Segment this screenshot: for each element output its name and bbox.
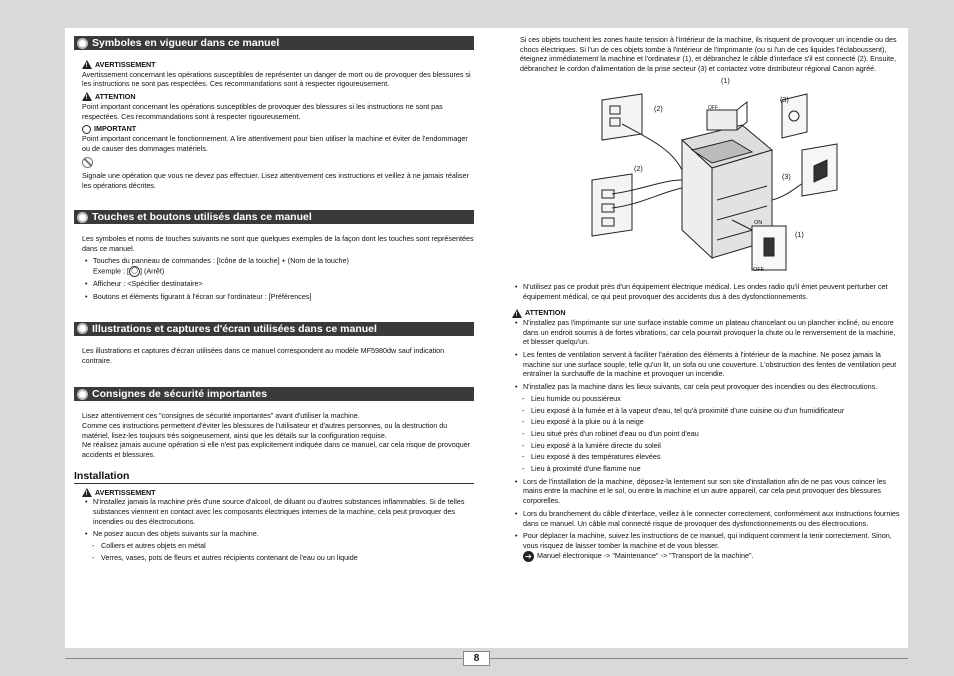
- section-title: Illustrations et captures d'écran utilisées dans ce manuel: [92, 322, 377, 335]
- list-item: - Lieu exposé à la pluie ou à la neige: [512, 417, 902, 427]
- attention-label: [512, 308, 902, 318]
- left-column: [74, 36, 474, 563]
- list-item: - Lieu à proximité d'une flamme nue: [512, 464, 902, 474]
- important-icon: [82, 125, 91, 134]
- caution-triangle-icon: [82, 92, 92, 101]
- list-item: • N'utilisez pas ce produit près d'un équipement électrique médical. Les ondes radio qu'il émet peuvent perturber cet équipement médical, ce qui peut provoquer des accidents dus à des dysfonctionnements.: [512, 282, 902, 301]
- list-item: • Boutons et éléments figurant à l'écran sur l'ordinateur : [Préférences]: [82, 292, 474, 302]
- list-item: - Lieu exposé à la lumière directe du soleil: [512, 441, 902, 451]
- right-column: [512, 35, 902, 562]
- warning-triangle-icon: [82, 488, 92, 497]
- section-header-safety: [74, 387, 474, 401]
- callout-3: (3): [782, 171, 791, 181]
- section-bullet-icon: [77, 389, 88, 400]
- list-item: [512, 531, 902, 561]
- attention-label-text: ATTENTION: [525, 308, 566, 318]
- list-item: - Lieu humide ou poussiéreux: [512, 394, 902, 404]
- section-title: Symboles en vigueur dans ce manuel: [92, 37, 280, 49]
- section-bullet-icon: [77, 212, 88, 223]
- list-item: • Les fentes de ventilation servent à faciliter l'aération des éléments à l'intérieur de la machine. Ne posez jamais la machine sur une surface souple, telle qu'un lit, un sofa ou une couverture. L'obstruction des fentes de ventilation peut entraîner la surchauffe de la machine et provoquer un incendie.: [512, 350, 902, 379]
- list-item: [82, 256, 474, 277]
- callout-1: (1): [795, 229, 804, 239]
- list-item-text: Touches du panneau de commandes : [Icône de la touche] + (Nom de la touche): [93, 255, 349, 265]
- list-item: - Colliers et autres objets en métal: [82, 541, 474, 551]
- page-number: 8: [463, 651, 490, 666]
- section-header-keys: [74, 210, 474, 224]
- list-item: - Lieu exposé à des températures élevées: [512, 452, 902, 462]
- manual-page: [65, 28, 908, 664]
- callout-2: (2): [654, 103, 663, 113]
- caution-triangle-icon: [512, 309, 522, 318]
- attention-label-text: ATTENTION: [95, 92, 136, 102]
- list-item: - Lieu exposé à la fumée et à la vapeur d'eau, tel qu'à proximité d'une cuisine ou d'un humidificateur: [512, 406, 902, 416]
- section-header-illustrations: [74, 322, 474, 336]
- stop-key-icon: ◯: [129, 266, 140, 277]
- manual-reference-link[interactable]: [523, 551, 754, 562]
- hazard-paragraph: Si ces objets touchent les zones haute tension à l'intérieur de la machine, ils risquent de provoquer un incendie ou des chocs électriques. Si l'un de ces objets tombe à l'intérieur de l'imprimante (ou si l'un de ces liquides l'éclaboussent), éteignez immédiatement la machine et l'ordinateur (1), et débranchez le câble d'interface s'il est connecté (2). Ensuite, débranchez le cordon d'alimentation de la prise secteur (3) et contactez votre distributeur régional Canon agréé.: [520, 35, 897, 74]
- section-header-symbols: [74, 36, 474, 50]
- prohibited-icon: [82, 157, 93, 168]
- list-item: • Lors de l'installation de la machine, déposez-la lentement sur son site d'installation afin de ne pas vous coincer les mains entre la machine et le sol, ou entre la machine et un autre appareil, car cela peut provoquer des blessures corporelles.: [512, 477, 902, 506]
- reference-text: Manuel électronique -> "Maintenance" -> "Transport de la machine".: [537, 551, 754, 561]
- warning-label-text: AVERTISSEMENT: [95, 60, 156, 69]
- section-bullet-icon: [77, 38, 88, 49]
- list-item: - Lieu situé près d'un robinet d'eau ou d'un point d'eau: [512, 429, 902, 439]
- warning-label-text: AVERTISSEMENT: [95, 487, 156, 497]
- warning-description: Avertissement concernant les opérations susceptibles de représenter un danger de mort ou de provoquer des blessures si les instructions ne sont pas respectées. Ces recommandations sont à respecter rigoureusement.: [82, 69, 471, 89]
- example-suffix: ] (Arrêt): [139, 265, 165, 275]
- section-bullet-icon: [77, 323, 88, 334]
- unplug-illustration: [582, 75, 892, 276]
- places-list: [512, 394, 902, 474]
- switch-off-label: OFF: [708, 104, 718, 111]
- important-label: [82, 124, 474, 134]
- important-description: Point important concernant le fonctionnement. A lire attentivement pour bien utiliser la machine et éviter de l'endommager ou de causer des dommages matériels.: [82, 133, 468, 153]
- callout-1: (1): [721, 75, 730, 85]
- switch-off-label: OFF: [753, 266, 764, 273]
- list-item: • N'installez pas la machine dans les lieux suivants, car cela peut provoquer des incendies ou des électrocutions.: [512, 382, 902, 392]
- callout-3: (3): [780, 94, 789, 104]
- prohibited-description: Signale une opération que vous ne devez pas effectuer. Lisez attentivement ces instructions et veillez à ne jamais réaliser les opérations décrites.: [82, 171, 470, 190]
- attention-description: Point important concernant les opérations susceptibles de provoquer des blessures si les instructions ne sont pas respectées. Ces recommandations sont à respecter rigoureusement.: [82, 101, 443, 121]
- printer-connection-drawing: [582, 80, 892, 276]
- list-item: - Verres, vases, pots de fleurs et autres récipients contenant de l'eau ou un liquide: [82, 553, 474, 563]
- example-prefix: Exemple : [: [93, 265, 129, 275]
- list-item-text: Pour déplacer la machine, suivez les instructions de ce manuel, qui indiquent comment la tenir correctement. Sinon, vous risquez de laisser tomber la machine et de vous blesser.: [523, 531, 892, 550]
- list-item: • Afficheur : <Spécifier destinataire>: [82, 279, 474, 289]
- warning-label: [82, 488, 474, 498]
- list-item: • Ne posez aucun des objets suivants sur la machine.: [82, 529, 474, 539]
- switch-on-label: ON: [754, 219, 763, 226]
- list-item: • N'installez jamais la machine près d'une source d'alcool, de diluant ou d'autres substances inflammables. Si de telles substances viennent en contact avec les composants électriques internes de la machine, cela peut provoquer des incendies ou des électrocutions.: [82, 497, 474, 526]
- warning-triangle-icon: [82, 60, 92, 69]
- callout-2: (2): [634, 163, 643, 173]
- list-item: • Lors du branchement du câble d'interface, veillez à le connecter correctement, conformément aux instructions fournies dans ce manuel. Un câble mal connecté risque de provoquer des dysfonctionnements ou des électrocutions.: [512, 509, 902, 528]
- keys-intro: Les symboles et noms de touches suivants ne sont que quelques exemples de la façon dont les touches sont représentées dans ce manuel.: [82, 234, 474, 254]
- section-title: Consignes de sécurité importantes: [92, 388, 268, 401]
- list-item: • N'installez pas l'imprimante sur une surface instable comme un plateau chancelant ou un plancher incliné, ou encore dans un endroit soumis à de fortes vibrations, car cela pourrait provoquer la chute ou le renversement de la machine, et blesser quelqu'un.: [512, 318, 902, 347]
- attention-label: [82, 92, 474, 102]
- illustrations-text: Les illustrations et captures d'écran utilisées dans ce manuel correspondent au modèle MF5980dw sauf indication contraire.: [82, 345, 445, 365]
- safety-intro: Lisez attentivement ces "consignes de sécurité importantes" avant d'utiliser la machine. Comme ces instructions permettent d'éviter les blessures de l'utilisateur et d'autres personnes, ou la destruction du matériel, lisez-les toujours très soigneusement, ainsi que les détails sur la configuration requise. Ne réalisez jamais aucune opération si elle n'est pas explicitement indiquée dans ce manuel, car cela risque de provoquer accidents et blessures.: [82, 411, 471, 460]
- reference-arrow-icon: ➔: [523, 551, 534, 562]
- important-label-text: IMPORTANT: [94, 124, 137, 134]
- installation-heading: Installation: [74, 472, 474, 484]
- warning-label: [82, 60, 474, 70]
- section-title: Touches et boutons utilisés dans ce manuel: [92, 211, 312, 224]
